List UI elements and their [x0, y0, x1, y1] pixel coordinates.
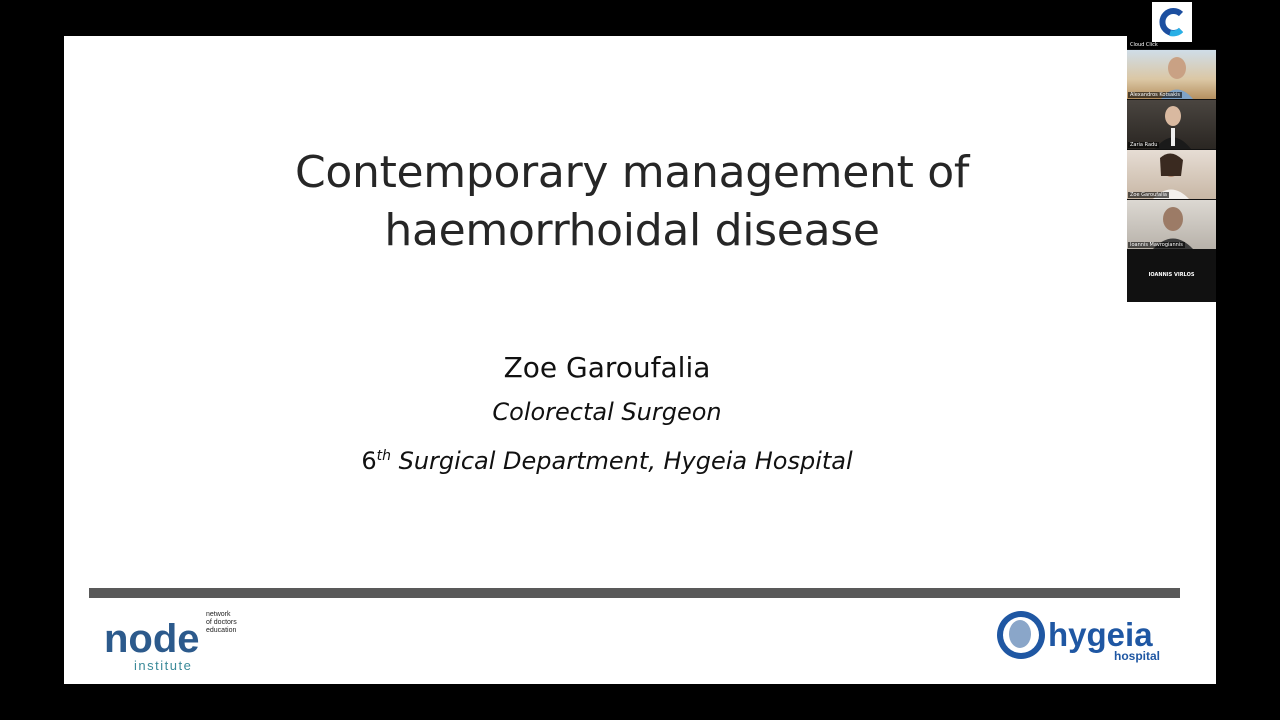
participant-tile[interactable]	[1127, 252, 1216, 302]
slide-title	[64, 144, 1200, 260]
presenter-block	[64, 346, 1150, 483]
participant-name: Cloud Click	[1130, 42, 1158, 48]
node-logo-mark: node	[104, 617, 200, 661]
presenter-name: Zoe Garoufalia	[503, 351, 711, 384]
participant-tile[interactable]	[1127, 200, 1216, 249]
presenter-role: Colorectal Surgeon	[492, 398, 722, 426]
participant-name: Zaria Radu	[1130, 142, 1158, 148]
hygeia-logo-sub: hospital	[1114, 649, 1161, 663]
participant-tile[interactable]	[1127, 100, 1216, 149]
node-tagline-1: network	[206, 611, 231, 618]
participant-tile[interactable]	[1127, 150, 1216, 199]
participant-tile[interactable]	[1127, 50, 1216, 99]
department-ordinal-suffix: th	[376, 448, 391, 464]
slide-title-line-1: Contemporary management of	[294, 147, 970, 198]
participant-name: Zoe Garoufalia	[1130, 192, 1167, 198]
cloud-click-icon	[1152, 2, 1192, 42]
participant-name: Ioannis Mavrogiannis	[1130, 242, 1183, 248]
node-tagline-2: of doctors	[206, 619, 237, 626]
hygeia-hospital-logo	[996, 608, 1166, 672]
presentation-slide	[64, 36, 1216, 684]
slide-divider	[89, 588, 1180, 598]
department-ordinal: 6	[361, 447, 377, 475]
hygeia-logo-mark: hygeia	[1048, 616, 1153, 653]
node-logo-sub: institute	[134, 658, 193, 672]
participant-panel	[1127, 0, 1216, 302]
slide-title-line-2: haemorrhoidal disease	[384, 205, 880, 256]
presenter-department	[64, 434, 1150, 483]
participant-tile[interactable]	[1127, 0, 1216, 49]
cloud-click-logo	[1152, 2, 1192, 42]
node-institute-logo	[104, 608, 244, 672]
node-tagline-3: education	[206, 627, 237, 634]
participant-name: IOANNIS VIRLOS	[1148, 272, 1195, 278]
participant-name: Alexandros Kotsakis	[1130, 92, 1180, 98]
department-text: Surgical Department, Hygeia Hospital	[390, 447, 853, 475]
